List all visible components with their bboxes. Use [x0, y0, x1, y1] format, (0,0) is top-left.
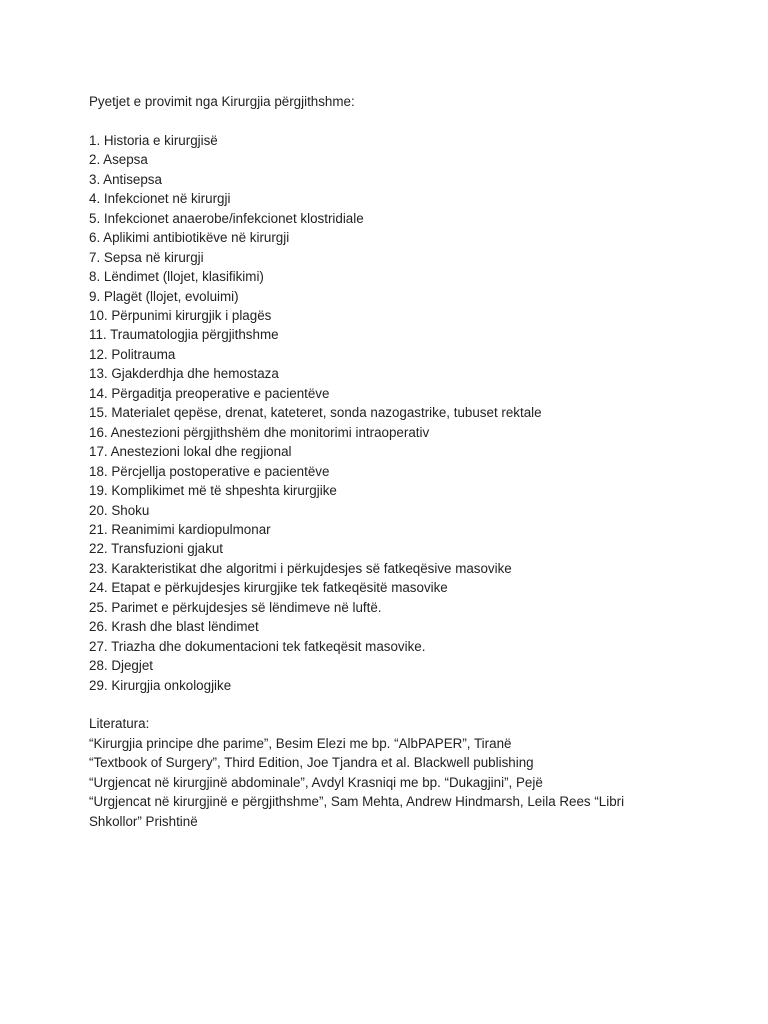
question-item: 11. Traumatologjia përgjithshme — [89, 327, 279, 343]
question-item: 24. Etapat e përkujdesjes kirurgjike tek fatkeqësitë masovike — [89, 580, 448, 596]
question-item: 17. Anestezioni lokal dhe regjional — [89, 444, 292, 460]
question-item: 14. Përgaditja preoperative e pacientëve — [89, 385, 330, 401]
question-item: 5. Infekcionet anaerobe/infekcionet klostridiale — [89, 210, 364, 226]
question-item: 23. Karakteristikat dhe algoritmi i përkujdesjes së fatkeqësive masovike — [89, 560, 512, 576]
document-page — [89, 92, 689, 831]
question-item: 3. Antisepsa — [89, 171, 162, 187]
literature-item: “Kirurgjia principe dhe parime”, Besim Elezi me bp. “AlbPAPER”, Tiranë — [89, 735, 512, 751]
literature-item: “Urgjencat në kirurgjinë abdominale”, Avdyl Krasniqi me bp. “Dukagjini”, Pejë — [89, 774, 543, 790]
question-item: 7. Sepsa në kirurgji — [89, 249, 204, 265]
question-item: 4. Infekcionet në kirurgji — [89, 191, 231, 207]
question-item: 27. Triazha dhe dokumentacioni tek fatkeqësit masovike. — [89, 638, 426, 654]
question-item: 8. Lëndimet (llojet, klasifikimi) — [89, 269, 264, 285]
question-item: 21. Reanimimi kardiopulmonar — [89, 521, 271, 537]
question-item: 2. Asepsa — [89, 152, 148, 168]
question-item: 1. Historia e kirurgjisë — [89, 132, 218, 148]
literature-item: “Textbook of Surgery”, Third Edition, Joe Tjandra et al. Blackwell publishing — [89, 755, 534, 771]
question-item: 10. Përpunimi kirurgjik i plagës — [89, 307, 272, 323]
literature-heading: Literatura: — [89, 716, 150, 732]
question-item: 16. Anestezioni përgjithshëm dhe monitorimi intraoperativ — [89, 424, 430, 440]
question-item: 25. Parimet e përkujdesjes së lëndimeve në luftë. — [89, 599, 382, 615]
literature-item: “Urgjencat në kirurgjinë e përgjithshme”, Sam Mehta, Andrew Hindmarsh, Leila Rees “Libri Shkollor” Prishtinë — [89, 794, 625, 829]
question-item: 22. Transfuzioni gjakut — [89, 541, 223, 557]
question-item: 29. Kirurgjia onkologjike — [89, 677, 232, 693]
question-item: 28. Djegjet — [89, 658, 154, 674]
question-item: 6. Aplikimi antibiotikëve në kirurgji — [89, 230, 290, 246]
question-item: 18. Përcjellja postoperative e pacientëve — [89, 463, 330, 479]
exam-questions-list — [89, 131, 689, 695]
question-item: 12. Politrauma — [89, 346, 176, 362]
question-item: 15. Materialet qepëse, drenat, kateteret, sonda nazogastrike, tubuset rektale — [89, 405, 542, 421]
question-item: 9. Plagët (llojet, evoluimi) — [89, 288, 239, 304]
question-item: 20. Shoku — [89, 502, 150, 518]
question-item: 19. Komplikimet më të shpeshta kirurgjike — [89, 483, 337, 499]
question-item: 26. Krash dhe blast lëndimet — [89, 619, 259, 635]
document-heading: Pyetjet e provimit nga Kirurgjia përgjithshme: — [89, 94, 355, 109]
literature-list — [89, 734, 689, 831]
question-item: 13. Gjakderdhja dhe hemostaza — [89, 366, 279, 382]
